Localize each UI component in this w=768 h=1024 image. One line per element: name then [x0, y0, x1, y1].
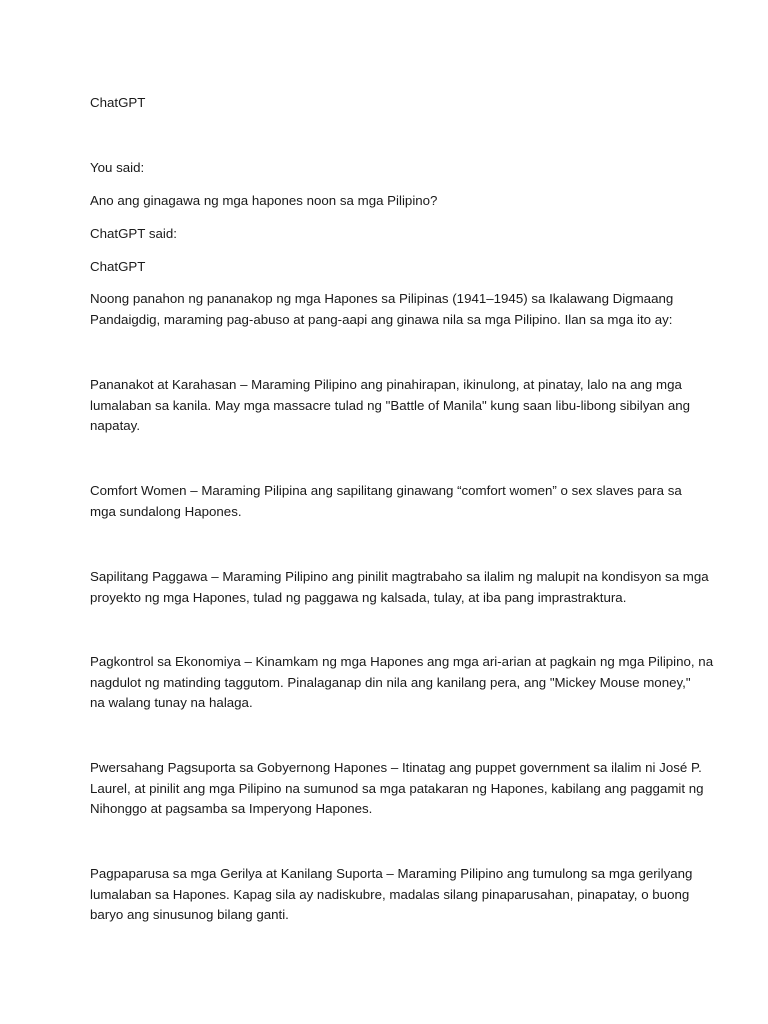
list-item-line: Pagkontrol sa Ekonomiya – Kinamkam ng mga Hapones ang mga ari-arian at pagkain ng mga Pilipino, na: [90, 654, 714, 669]
list-item: [90, 375, 690, 437]
list-item-line: lumalaban sa kanila. May mga massacre tulad ng "Battle of Manila" kung saan libu-libong sibilyan ang: [90, 397, 691, 413]
list-item-line: Comfort Women – Maraming Pilipina ang sapilitang ginawang “comfort women” o sex slaves para sa: [90, 483, 682, 498]
list-item: [90, 652, 714, 714]
list-item: [90, 758, 704, 820]
list-item-line: Pwersahang Pagsuporta sa Gobyernong Hapones – Itinatag ang puppet government sa ilalim ni José P.: [90, 760, 702, 775]
list-item-line: Sapilitang Paggawa – Maraming Pilipino ang pinilit magtrabaho sa ilalim ng malupit na kondisyon sa mga: [90, 569, 709, 584]
assistant-label: ChatGPT said:: [90, 226, 177, 241]
intro-line: Noong panahon ng pananakop ng mga Hapones sa Pilipinas (1941–1945) sa Ikalawang Digmaang: [90, 291, 674, 306]
list-item-line: Pananakot at Karahasan – Maraming Pilipino ang pinahirapan, ikinulong, at pinatay, lalo na ang mga: [90, 377, 682, 392]
list-item-line: Nihonggo at pagsamba sa Imperyong Hapones.: [90, 801, 373, 816]
list-item-line: baryo ang sinusunog bilang ganti.: [90, 907, 289, 922]
list-item-line: proyekto ng mga Hapones, tulad ng paggawa ng kalsada, tulay, at iba pang imprastraktura.: [90, 589, 627, 605]
list-item: [90, 481, 690, 522]
user-label: You said:: [90, 160, 145, 175]
list-item-line: Laurel, at pinilit ang mga Pilipino na sumunod sa mga patakaran ng Hapones, kabilang ang paggamit ng: [90, 780, 704, 796]
list-item-line: napatay.: [90, 418, 141, 433]
document-title: ChatGPT: [90, 95, 146, 110]
list-item-line: na walang tunay na halaga.: [90, 695, 253, 710]
list-item: [90, 864, 693, 926]
intro-paragraph: [90, 289, 690, 330]
assistant-name: ChatGPT: [90, 259, 146, 274]
list-item-line: mga sundalong Hapones.: [90, 503, 242, 519]
user-message: Ano ang ginagawa ng mga hapones noon sa mga Pilipino?: [90, 193, 438, 208]
intro-line: Pandaigdig, maraming pag-abuso at pang-aapi ang ginawa nila sa mga Pilipino. Ilan sa mga ito ay:: [90, 311, 673, 327]
list-item-line: lumalaban sa Hapones. Kapag sila ay nadiskubre, madalas silang pinaparusahan, pinapatay, o buong: [90, 886, 690, 902]
list-item: [90, 567, 709, 608]
list-item-line: Pagpaparusa sa mga Gerilya at Kanilang Suporta – Maraming Pilipino ang tumulong sa mga gerilyang: [90, 866, 693, 881]
list-item-line: nagdulot ng matinding taggutom. Pinalaganap din nila ang kanilang pera, ang "Mickey Mouse money,": [90, 674, 691, 690]
